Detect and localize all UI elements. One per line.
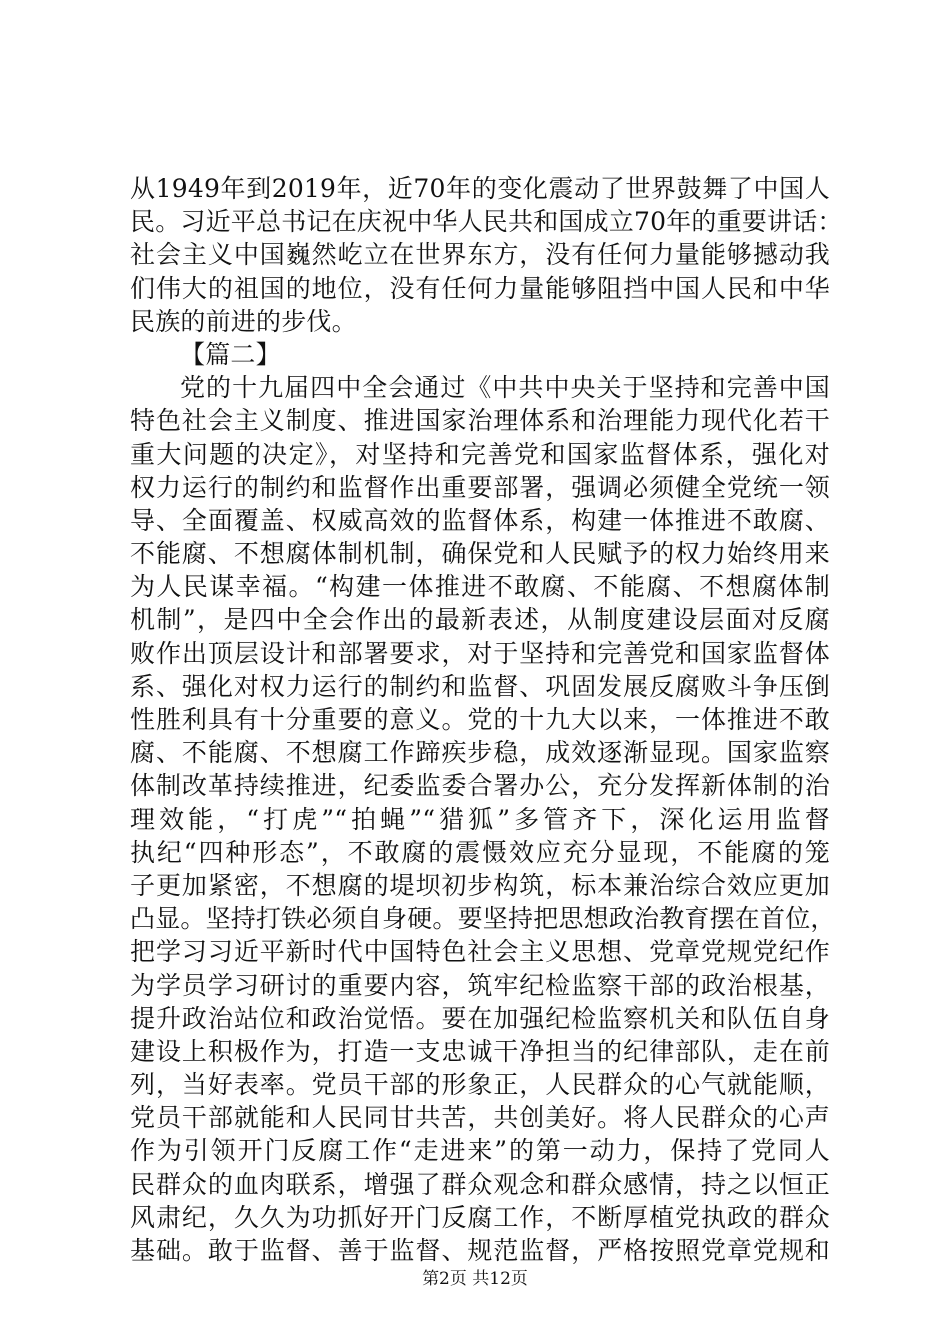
page-footer — [0, 1264, 950, 1289]
text-line: 作为引领开门反腐工作“走进来”的第一动力，保持了党同人 — [130, 1136, 830, 1166]
text-line: 腐、不能腐、不想腐工作蹄疾步稳，成效逐渐显现。国家监察 — [130, 738, 830, 768]
page-number: 第2页 共12页 — [422, 1269, 528, 1289]
text-line: 理效能，“打虎”“拍蝇”“猎狐”多管齐下，深化运用监督 — [130, 804, 830, 834]
text-line: 党的十九届四中全会通过《中共中央关于坚持和完善中国 — [180, 373, 830, 403]
text-line: 民群众的血肉联系，增强了群众观念和群众感情，持之以恒正 — [130, 1169, 830, 1199]
text-line: 基础。敢于监督、善于监督、规范监督，严格按照党章党规和 — [130, 1236, 830, 1265]
text-line: 系、强化对权力运行的制约和监督、巩固发展反腐败斗争压倒 — [130, 671, 830, 701]
text-line: 权力运行的制约和监督作出重要部署，强调必须健全党统一领 — [130, 472, 830, 502]
text-line: 子更加紧密，不想腐的堤坝初步构筑，标本兼治综合效应更加 — [130, 870, 830, 900]
text-line: 们伟大的祖国的地位，没有任何力量能够阻挡中国人民和中华 — [130, 273, 830, 303]
text-line: 机制”，是四中全会作出的最新表述，从制度建设层面对反腐 — [130, 605, 830, 635]
text-line: 为学员学习研讨的重要内容，筑牢纪检监察干部的政治根基， — [130, 970, 830, 1000]
text-line: 特色社会主义制度、推进国家治理体系和治理能力现代化若干 — [130, 406, 830, 436]
text-line: 民。习近平总书记在庆祝中华人民共和国成立70年的重要讲话： — [130, 207, 843, 237]
text-line: 导、全面覆盖、权威高效的监督体系，构建一体推进不敢腐、 — [130, 505, 830, 535]
paragraph-1 — [130, 172, 843, 338]
text-line: 执纪“四种形态”，不敢腐的震慑效应充分显现，不能腐的笼 — [130, 837, 830, 867]
text-line: 民族的前进的步伐。 — [130, 306, 357, 336]
text-line: 性胜利具有十分重要的意义。党的十九大以来，一体推进不敢 — [130, 705, 830, 734]
text-line: 社会主义中国巍然屹立在世界东方，没有任何力量能够撼动我 — [130, 240, 830, 270]
text-line: 列，当好表率。党员干部的形象正，人民群众的心气就能顺， — [130, 1070, 830, 1100]
text-line: 败作出顶层设计和部署要求，对于坚持和完善党和国家监督体 — [130, 638, 830, 668]
text-line: 重大问题的决定》，对坚持和完善党和国家监督体系，强化对 — [130, 439, 830, 469]
text-line: 提升政治站位和政治觉悟。要在加强纪检监察机关和队伍自身 — [130, 1003, 830, 1033]
text-line: 体制改革持续推进，纪委监委合署办公，充分发挥新体制的治 — [130, 771, 830, 801]
text-line: 为人民谋幸福。“构建一体推进不敢腐、不能腐、不想腐体制 — [130, 572, 830, 602]
text-line: 不能腐、不想腐体制机制，确保党和人民赋予的权力始终用来 — [130, 539, 830, 569]
section-heading: 【篇二】 — [180, 339, 281, 369]
text-line: 建设上积极作为，打造一支忠诚干净担当的纪律部队，走在前 — [130, 1036, 830, 1066]
text-line: 凸显。坚持打铁必须自身硬。要坚持把思想政治教育摆在首位， — [130, 904, 836, 934]
document-body — [130, 172, 843, 1267]
text-line: 风肃纪，久久为功抓好开门反腐工作，不断厚植党执政的群众 — [130, 1202, 830, 1232]
text-line: 党员干部就能和人民同甘共苦，共创美好。将人民群众的心声 — [130, 1103, 830, 1133]
text-line: 把学习习近平新时代中国特色社会主义思想、党章党规党纪作 — [130, 937, 830, 967]
paragraph-2 — [130, 371, 836, 1267]
text-line: 从1949年到2019年，近70年的变化震动了世界鼓舞了中国人 — [130, 174, 830, 203]
